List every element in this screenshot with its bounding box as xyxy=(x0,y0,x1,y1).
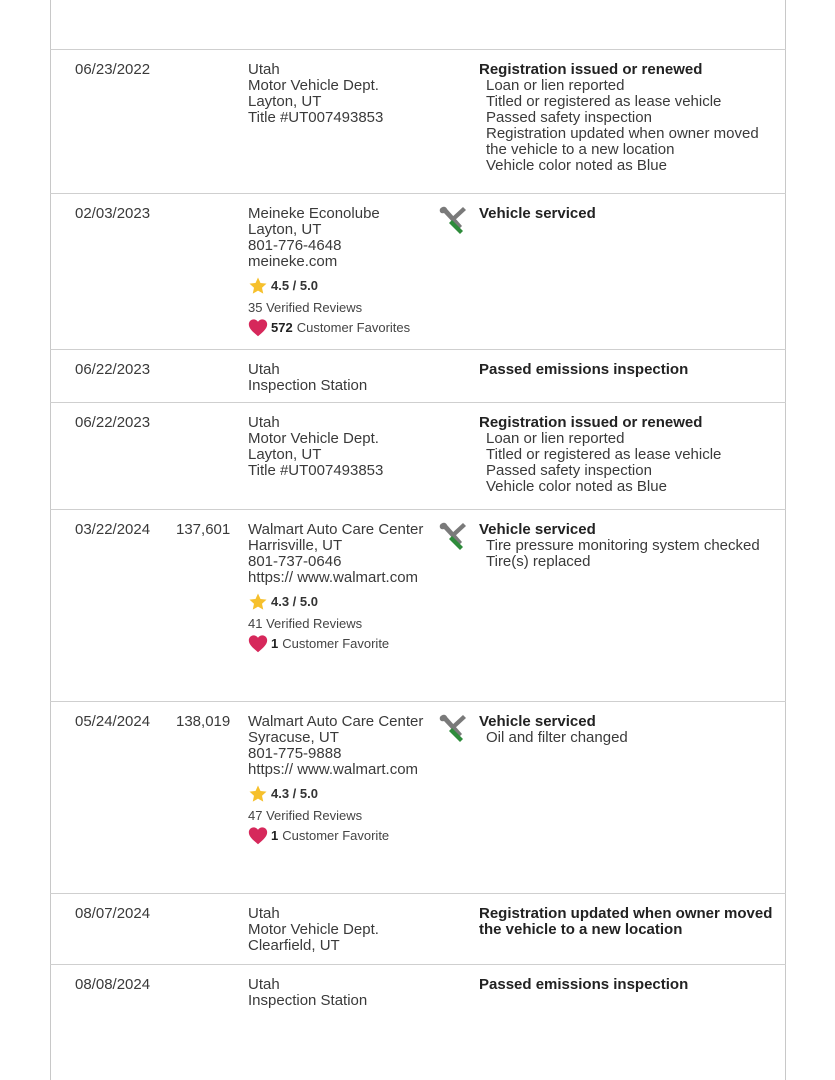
shop-rating xyxy=(248,784,433,804)
record-date: 05/24/2024 xyxy=(75,713,151,730)
source-line: Meineke Econolube xyxy=(248,205,380,222)
record-source xyxy=(248,62,433,126)
favorites-count: 572 xyxy=(271,319,293,335)
record-title: Vehicle serviced xyxy=(479,713,596,730)
detail-line: Vehicle color noted as Blue xyxy=(486,157,667,174)
heart-icon xyxy=(248,634,268,653)
record-title: Passed emissions inspection xyxy=(479,361,689,378)
service-tools-icon xyxy=(436,712,468,742)
heart-icon xyxy=(248,826,268,845)
source-line: Walmart Auto Care Center xyxy=(248,713,424,730)
rating-value: 4.3 / 5.0 xyxy=(271,594,318,609)
source-line: Utah xyxy=(248,905,280,922)
record-date: 08/07/2024 xyxy=(75,905,151,922)
review-count: 41 Verified Reviews xyxy=(248,616,363,631)
source-line: Title #UT007493853 xyxy=(248,462,384,479)
favorites-label: Customer Favorites xyxy=(296,319,411,335)
record-details xyxy=(479,206,779,222)
source-line: Utah xyxy=(248,61,280,78)
star-icon xyxy=(248,276,268,296)
favorites-label: Customer Favorite xyxy=(282,635,390,651)
source-line: Utah xyxy=(248,976,280,993)
source-line: meineke.com xyxy=(248,253,338,270)
record-source xyxy=(248,415,433,479)
source-line: Layton, UT xyxy=(248,93,322,110)
source-line: Motor Vehicle Dept. xyxy=(248,77,379,94)
favorites-count: 1 xyxy=(271,827,279,843)
detail-line: Loan or lien reported xyxy=(486,77,625,94)
source-line: 801-776-4648 xyxy=(248,237,342,254)
customer-favorites xyxy=(248,826,433,845)
source-line: https:// www.walmart.com xyxy=(248,569,419,586)
record-source xyxy=(248,714,433,845)
source-line: Syracuse, UT xyxy=(248,729,339,746)
service-tools-icon xyxy=(436,204,468,234)
review-count: 35 Verified Reviews xyxy=(248,300,363,315)
detail-line: Titled or registered as lease vehicle xyxy=(486,446,722,463)
record-title: Vehicle serviced xyxy=(479,205,596,222)
source-line: Motor Vehicle Dept. xyxy=(248,921,379,938)
source-line: Title #UT007493853 xyxy=(248,109,384,126)
detail-line: Oil and filter changed xyxy=(486,729,628,746)
record-source xyxy=(248,206,433,337)
favorites-label: Customer Favorite xyxy=(282,827,390,843)
record-details xyxy=(479,977,779,993)
favorites-count: 1 xyxy=(271,635,279,651)
shop-rating xyxy=(248,276,433,296)
record-title: Passed emissions inspection xyxy=(479,976,689,993)
source-line: Utah xyxy=(248,361,280,378)
record-date: 03/22/2024 xyxy=(75,521,151,538)
source-line: Clearfield, UT xyxy=(248,937,340,954)
table-row xyxy=(50,893,786,964)
record-details xyxy=(479,906,779,938)
record-date: 02/03/2023 xyxy=(75,205,151,222)
table-row xyxy=(50,402,786,509)
table-row xyxy=(50,193,786,349)
record-source xyxy=(248,977,433,1009)
record-details xyxy=(479,62,779,174)
source-line: Layton, UT xyxy=(248,446,322,463)
source-line: 801-775-9888 xyxy=(248,745,342,762)
table-row xyxy=(50,49,786,193)
review-count: 47 Verified Reviews xyxy=(248,808,363,823)
record-details xyxy=(479,522,779,570)
source-line: Inspection Station xyxy=(248,992,368,1009)
source-line: Utah xyxy=(248,414,280,431)
record-details xyxy=(479,714,779,746)
heart-icon xyxy=(248,318,268,337)
source-line: https:// www.walmart.com xyxy=(248,761,419,778)
customer-favorites xyxy=(248,634,433,653)
detail-line: Tire pressure monitoring system checked xyxy=(486,537,760,554)
record-title: Registration issued or renewed xyxy=(479,414,703,431)
table-row xyxy=(50,701,786,893)
detail-line: Tire(s) replaced xyxy=(486,553,591,570)
detail-line: Vehicle color noted as Blue xyxy=(486,478,667,495)
service-tools-icon xyxy=(436,520,468,550)
detail-line: Passed safety inspection xyxy=(486,109,652,126)
table-row xyxy=(50,509,786,701)
record-date: 06/23/2022 xyxy=(75,61,151,78)
record-date: 06/22/2023 xyxy=(75,361,151,378)
detail-line: Titled or registered as lease vehicle xyxy=(486,93,722,110)
source-line: Harrisville, UT xyxy=(248,537,343,554)
shop-rating xyxy=(248,592,433,612)
source-line: 801-737-0646 xyxy=(248,553,342,570)
detail-line: Passed safety inspection xyxy=(486,462,652,479)
record-source xyxy=(248,906,433,954)
detail-line: Registration updated when owner moved the vehicle to a new location xyxy=(486,125,759,158)
source-line: Walmart Auto Care Center xyxy=(248,521,424,538)
detail-line: Loan or lien reported xyxy=(486,430,625,447)
record-title: Registration updated when owner moved the vehicle to a new location xyxy=(479,905,773,938)
table-row xyxy=(50,349,786,402)
record-odometer: 137,601 xyxy=(176,521,231,538)
record-date: 08/08/2024 xyxy=(75,976,151,993)
record-details xyxy=(479,362,779,378)
record-source xyxy=(248,522,433,653)
rating-value: 4.5 / 5.0 xyxy=(271,278,318,293)
star-icon xyxy=(248,592,268,612)
record-source xyxy=(248,362,433,394)
record-title: Registration issued or renewed xyxy=(479,61,703,78)
rating-value: 4.3 / 5.0 xyxy=(271,786,318,801)
source-line: Motor Vehicle Dept. xyxy=(248,430,379,447)
customer-favorites xyxy=(248,318,433,337)
record-date: 06/22/2023 xyxy=(75,414,151,431)
record-odometer: 138,019 xyxy=(176,713,231,730)
source-line: Layton, UT xyxy=(248,221,322,238)
record-title: Vehicle serviced xyxy=(479,521,596,538)
star-icon xyxy=(248,784,268,804)
record-details xyxy=(479,415,779,495)
table-row xyxy=(50,964,786,1080)
source-line: Inspection Station xyxy=(248,377,368,394)
